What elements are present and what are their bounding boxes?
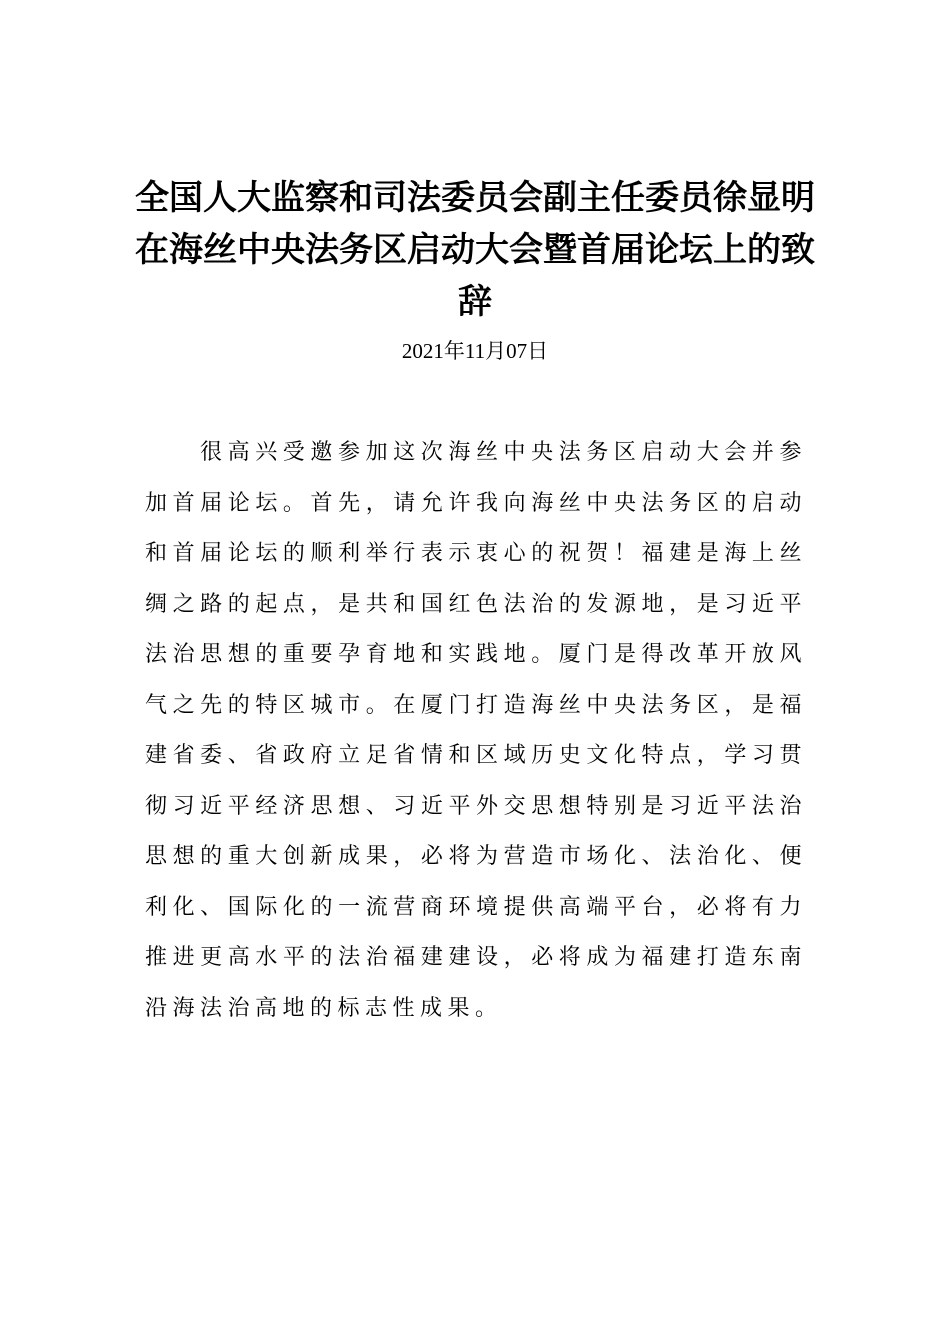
publish-date: 2021年11月07日 (401, 339, 549, 363)
page-title: 全国人大监察和司法委员会副主任委员徐显明在海丝中央法务区启动大会暨首届论坛上的致辞 (135, 178, 815, 322)
body-paragraph: 很高兴受邀参加这次海丝中央法务区启动大会并参加首届论坛。首先，请允许我向海丝中央法务区的启动和首届论坛的顺利举行表示衷心的祝贺！福建是海上丝绸之路的起点，是共和国红色法治的发源地，是习近平法治思想的重要孕育地和实践地。厦门是得改革开放风气之先的特区城市。在厦门打造海丝中央法务区，是福建省委、省政府立足省情和区域历史文化特点，学习贯彻习近平经济思想、习近平外交思想特别是习近平法治思想的重大创新成果，必将为营造市场化、法治化、便利化、国际化的一流营商环境提供高端平台，必将有力推进更高水平的法治福建建设，必将成为福建打造东南沿海法治高地的标志性成果。 (145, 440, 807, 1021)
